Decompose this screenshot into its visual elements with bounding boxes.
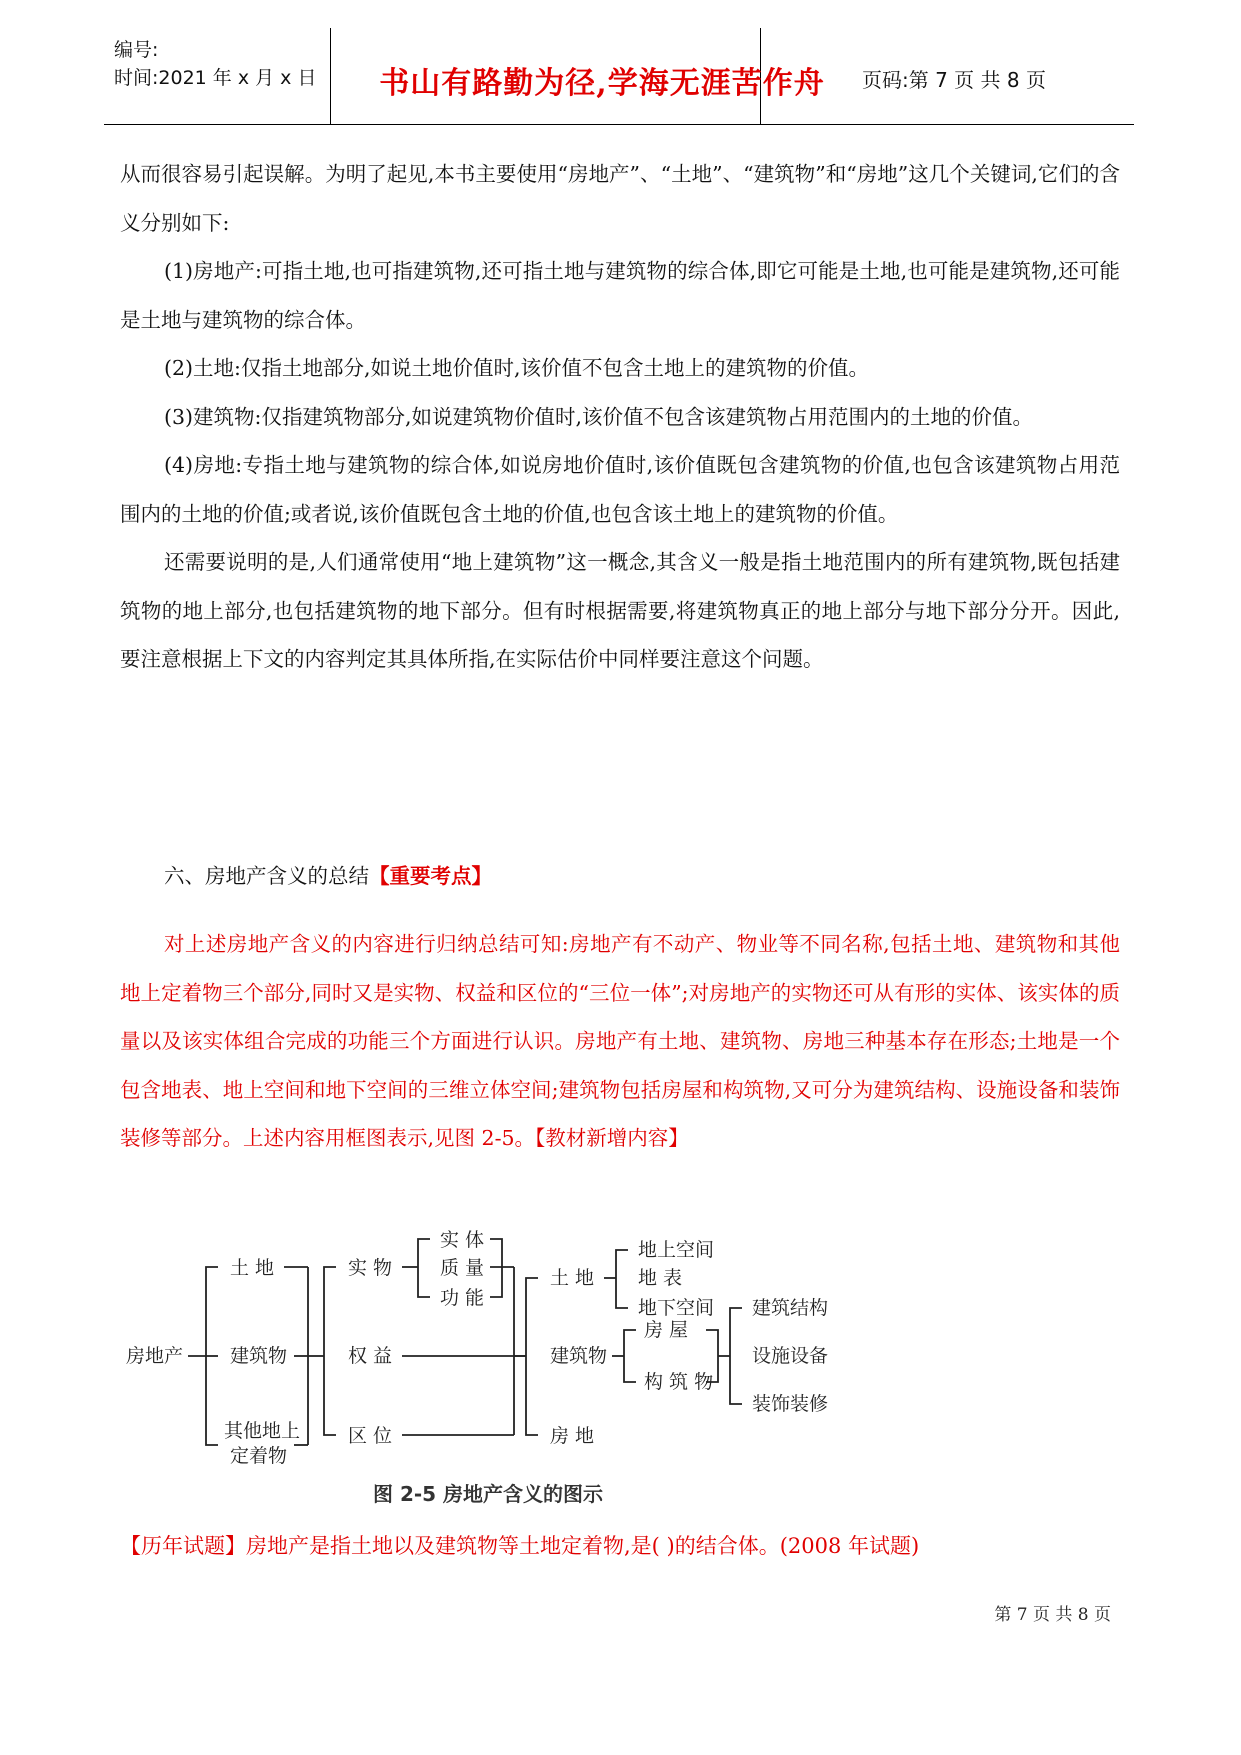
page-footer: 第 7 页 共 8 页 <box>994 1605 1111 1625</box>
header-page-label: 页码:第 7 页 共 8 页 <box>862 68 1046 92</box>
intro-text <box>120 150 1120 684</box>
paragraph: (1)房地产:可指土地,也可指建筑物,还可指土地与建筑物的综合体,即它可能是土地,也可能是建筑物,还可能是土地与建筑物的综合体。 <box>120 259 1120 332</box>
diagram-physical: 质 量 <box>440 1257 485 1279</box>
diagram-land: 地下空间 <box>638 1297 715 1319</box>
diagram-aspect: 权 益 <box>348 1345 393 1367</box>
header-motto: 书山有路勤为径,学海无涯苦作舟 <box>379 66 825 101</box>
diagram-part: 土 地 <box>230 1257 275 1279</box>
section-summary <box>120 920 1120 1163</box>
diagram-building: 构 筑 物 <box>644 1371 714 1393</box>
section-heading <box>120 852 1120 901</box>
paragraph: (2)土地:仅指土地部分,如说土地价值时,该价值不包含土地上的建筑物的价值。 <box>164 356 869 380</box>
diagram-root: 房地产 <box>126 1345 184 1367</box>
diagram-physical: 实 体 <box>440 1229 485 1251</box>
summary-paragraph: 对上述房地产含义的内容进行归纳总结可知:房地产有不动产、物业等不同名称,包括土地、建筑物和其他地上定着物三个部分,同时又是实物、权益和区位的“三位一体”;对房地产的实物还可从有形的实体、该实体的质量以及该实体组合完成的功能三个方面进行认识。房地产有土地、建筑物、房地三种基本存在形态;土地是一个包含地表、地上空间和地下空间的三维立体空间;建筑物包括房屋和构筑物,又可分为建筑结构、设施设备和装饰装修等部分。上述内容用框图表示,见图 2-5。【教材新增内容】 <box>120 932 1120 1150</box>
diagram-aspect: 区 位 <box>348 1425 393 1447</box>
diagram-form: 房 地 <box>550 1425 595 1447</box>
page-header <box>104 28 1134 125</box>
diagram-building-part: 设施设备 <box>752 1345 829 1367</box>
diagram-part: 建筑物 <box>230 1345 288 1367</box>
key-point-tag: 【重要考点】 <box>369 864 492 888</box>
diagram-physical: 功 能 <box>440 1287 485 1309</box>
figure-caption: 图 2-5 房地产含义的图示 <box>373 1482 604 1506</box>
diagram-building-part: 装饰装修 <box>752 1393 829 1415</box>
header-divider <box>330 28 331 124</box>
exam-question: 【历年试题】房地产是指土地以及建筑物等土地定着物,是( )的结合体。(2008 年试题) <box>120 1534 920 1558</box>
number-label: 编号: <box>114 39 159 61</box>
diagram-part: 定着物 <box>230 1445 288 1467</box>
paragraph: 从而很容易引起误解。为明了起见,本书主要使用“房地产”、“土地”、“建筑物”和“房地”这几个关键词,它们的含义分别如下: <box>120 162 1120 235</box>
diagram-part: 其他地上 <box>224 1420 301 1442</box>
paragraph: 还需要说明的是,人们通常使用“地上建筑物”这一概念,其含义一般是指土地范围内的所有建筑物,既包括建筑物的地上部分,也包括建筑物的地下部分。但有时根据需要,将建筑物真正的地上部分与地下部分分开。因此,要注意根据上下文的内容判定其具体所指,在实际估价中同样要注意这个问题。 <box>120 550 1120 671</box>
diagram-form: 建筑物 <box>550 1345 608 1367</box>
diagram-land: 地上空间 <box>638 1239 715 1261</box>
header-meta <box>114 36 316 92</box>
section-title: 六、房地产含义的总结 <box>164 864 369 888</box>
paragraph: (4)房地:专指土地与建筑物的综合体,如说房地价值时,该价值既包含建筑物的价值,也包含该建筑物占用范围内的土地的价值;或者说,该价值既包含土地的价值,也包含该土地上的建筑物的价值。 <box>120 453 1120 526</box>
diagram-building-part: 建筑结构 <box>752 1297 829 1319</box>
diagram-aspect: 实 物 <box>348 1257 393 1279</box>
diagram-building: 房 屋 <box>644 1319 689 1341</box>
diagram-form: 土 地 <box>550 1267 595 1289</box>
time-label: 时间:2021 年 x 月 x 日 <box>114 67 317 89</box>
paragraph: (3)建筑物:仅指建筑物部分,如说建筑物价值时,该价值不包含该建筑物占用范围内的土地的价值。 <box>164 404 1033 429</box>
diagram-land: 地 表 <box>638 1267 683 1289</box>
